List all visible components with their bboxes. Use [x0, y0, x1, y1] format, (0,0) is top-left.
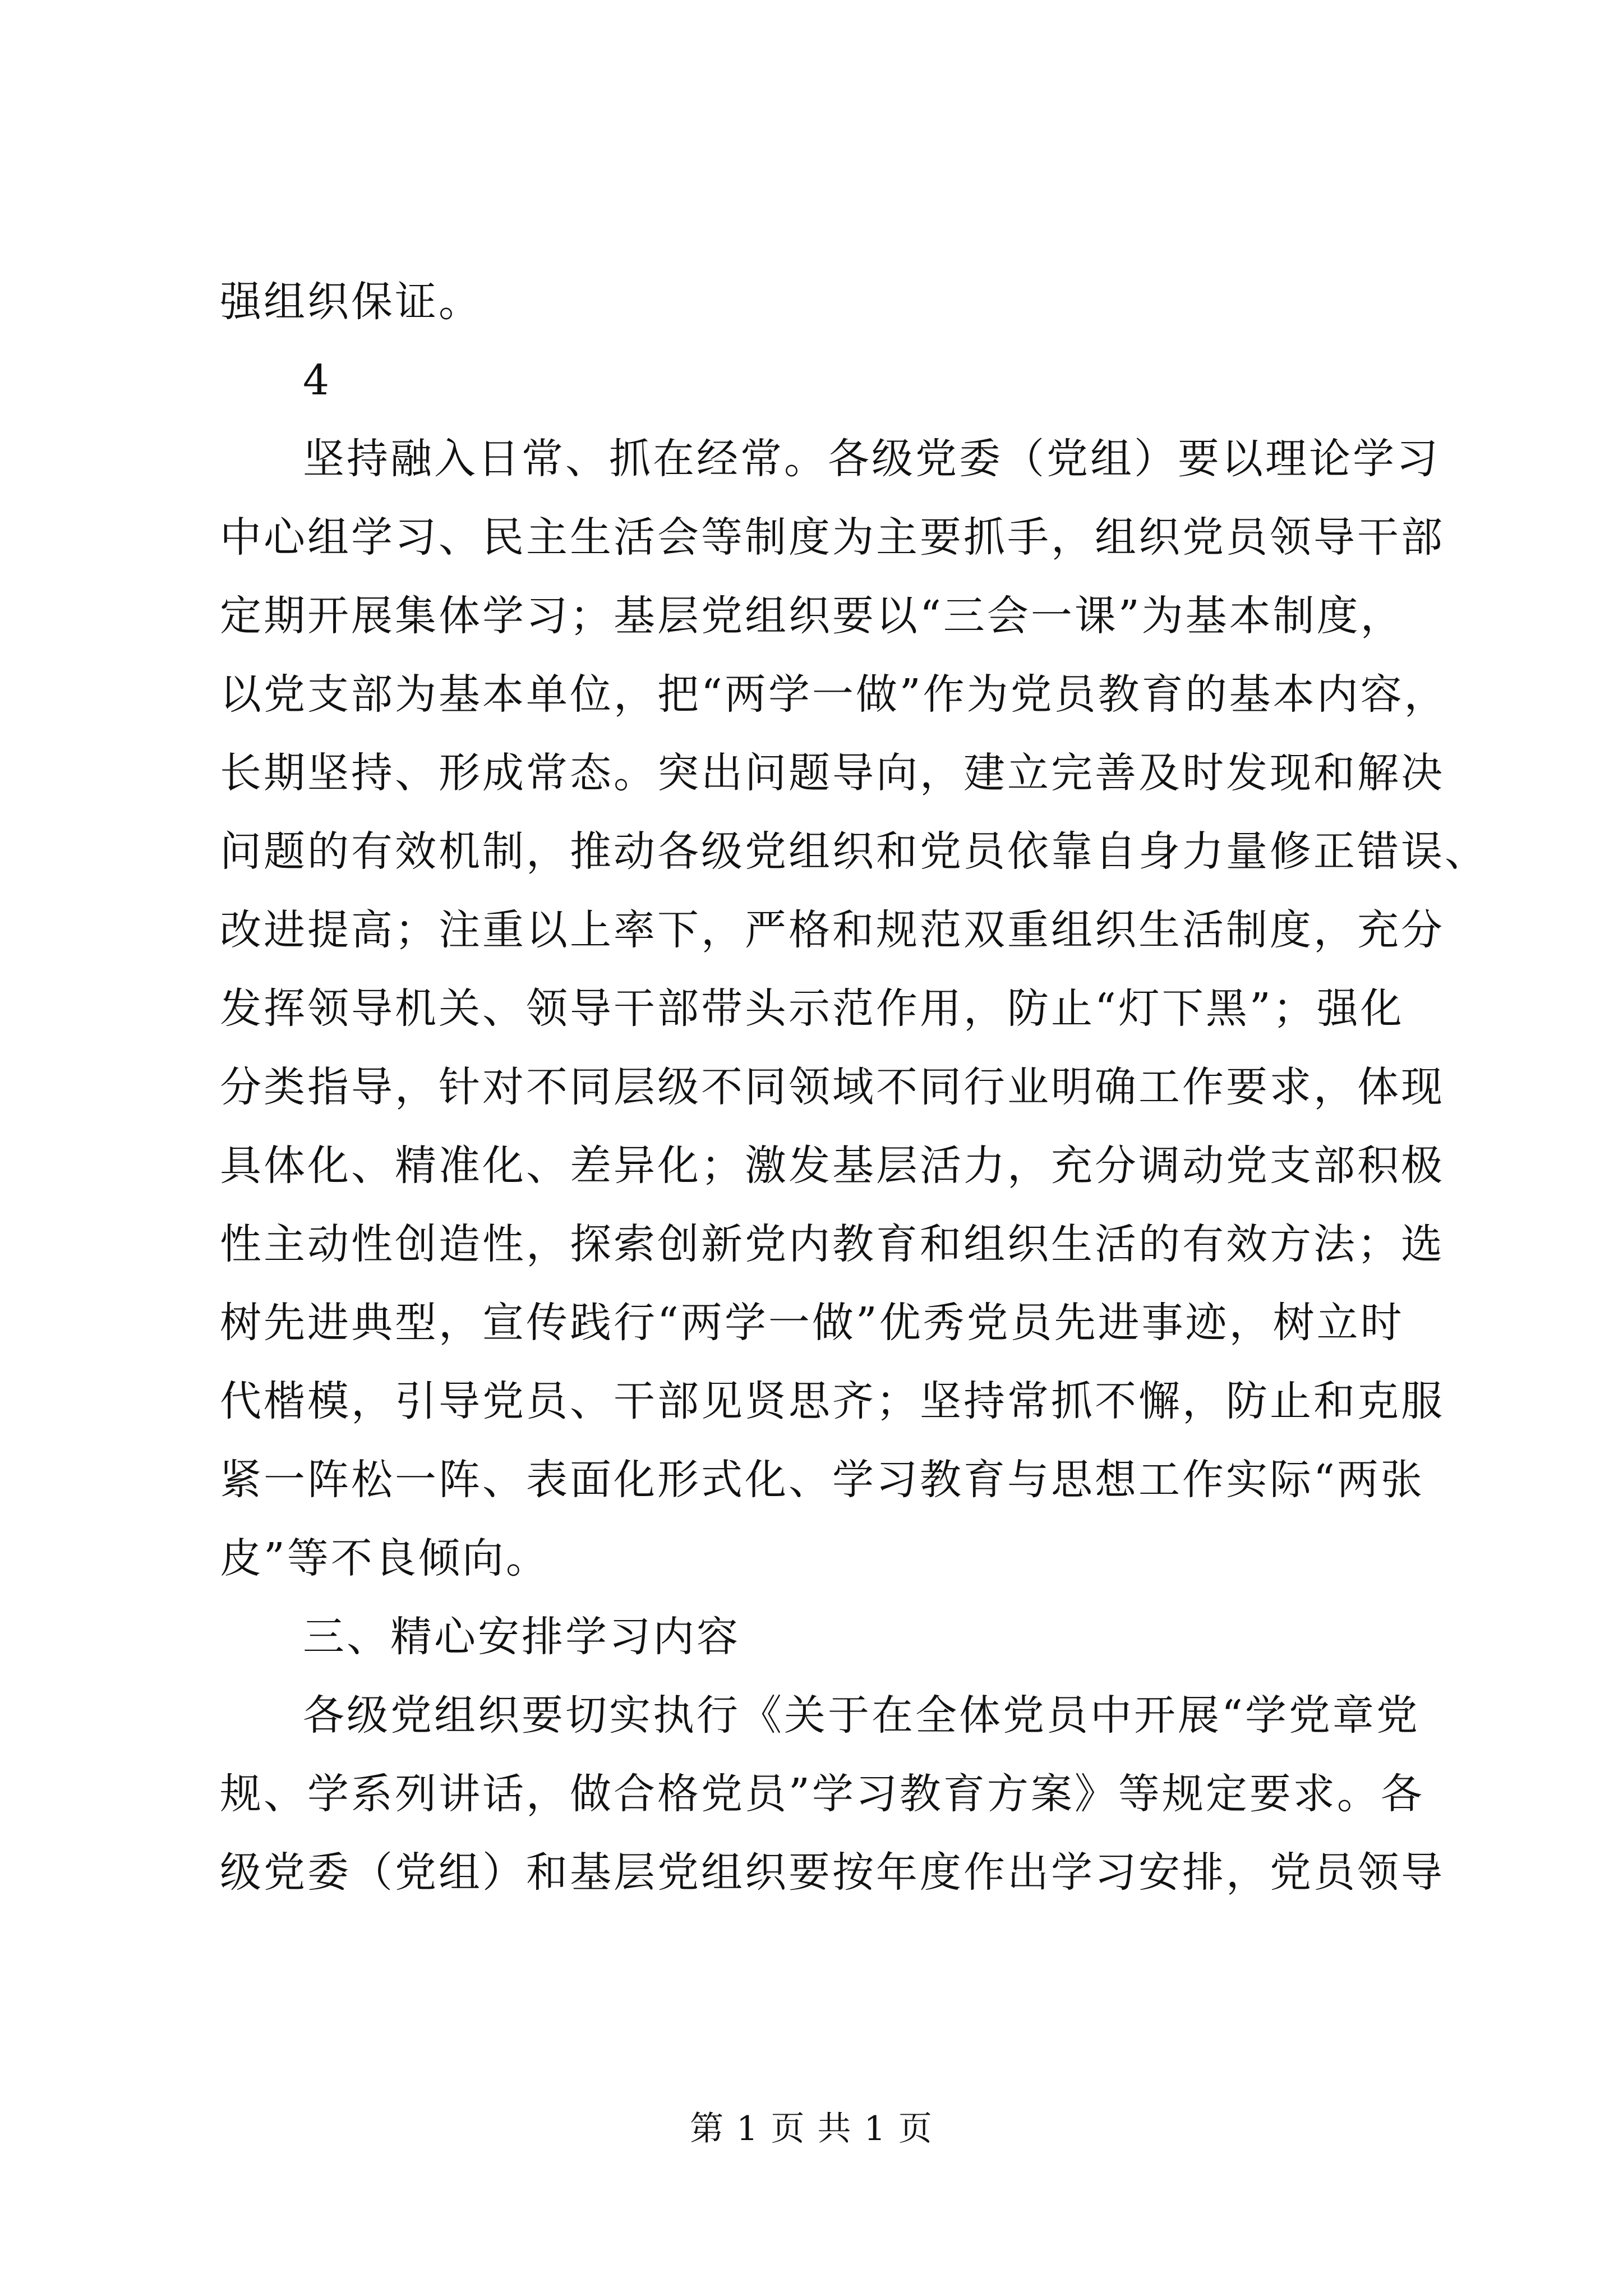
text-line: 紧一阵松一阵、表面化形式化、学习教育与思想工作实际“两张: [220, 1456, 1424, 1504]
text-line: 具体化、精准化、差异化；激发基层活力，充分调动党支部积极: [220, 1142, 1445, 1190]
text-line: 以党支部为基本单位，把“两学一做”作为党员教育的基本内容，: [220, 670, 1448, 719]
section-heading: 三、精心安排学习内容: [303, 1613, 740, 1661]
text-line: 分类指导，针对不同层级不同领域不同行业明确工作要求，体现: [220, 1063, 1445, 1111]
text-line: 4: [303, 356, 332, 404]
text-line: 坚持融入日常、抓在经常。各级党委（党组）要以理论学习: [303, 435, 1440, 483]
text-line: 发挥领导机关、领导干部带头示范作用，防止“灯下黑”；强化: [220, 984, 1404, 1033]
text-line: 规、学系列讲话，做合格党员”学习教育方案》等规定要求。各: [220, 1770, 1424, 1818]
text-line: 代楷模，引导党员、干部见贤思齐；坚持常抓不懈，防止和克服: [220, 1377, 1445, 1425]
text-line: 各级党组织要切实执行《关于在全体党员中开展“学党章党: [303, 1691, 1420, 1740]
text-line: 性主动性创造性，探索创新党内教育和组织生活的有效方法；选: [220, 1220, 1445, 1268]
document-body: [220, 263, 1488, 1912]
text-line: 长期坚持、形成常态。突出问题导向，建立完善及时发现和解决: [220, 749, 1445, 797]
text-line: 树先进典型，宣传践行“两学一做”优秀党员先进事迹，树立时: [220, 1299, 1404, 1347]
text-line: 强组织保证。: [220, 278, 482, 326]
text-line: 级党委（党组）和基层党组织要按年度作出学习安排，党员领导: [220, 1848, 1445, 1897]
text-line: 皮”等不良倾向。: [220, 1534, 550, 1582]
text-line: 问题的有效机制，推动各级党组织和党员依靠自身力量修正错误、: [220, 827, 1488, 876]
text-line: 改进提高；注重以上率下，严格和规范双重组织生活制度，充分: [220, 906, 1445, 954]
page-footer: 第 1 页 共 1 页: [690, 2109, 933, 2148]
text-line: 定期开展集体学习；基层党组织要以“三会一课”为基本制度，: [220, 592, 1404, 640]
text-line: 中心组学习、民主生活会等制度为主要抓手，组织党员领导干部: [220, 513, 1445, 562]
